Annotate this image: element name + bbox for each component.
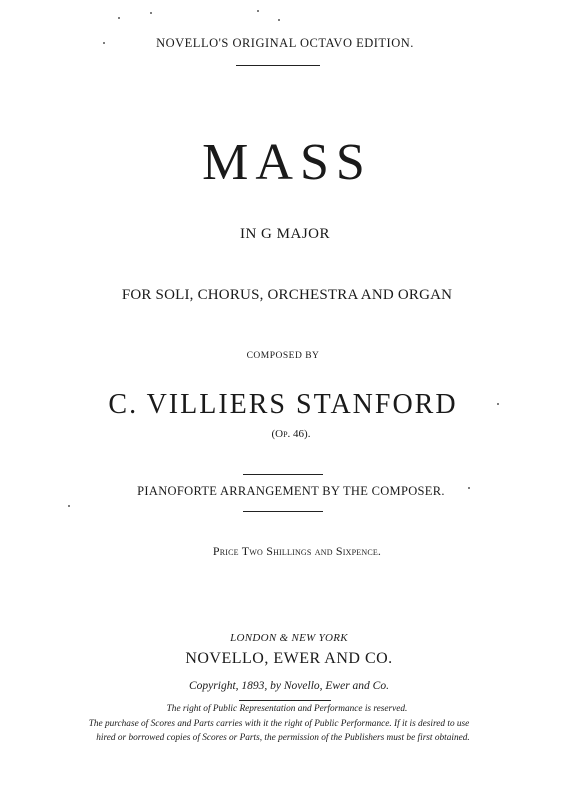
series-rule xyxy=(236,65,320,66)
copyright: Copyright, 1893, by Novello, Ewer and Co. xyxy=(189,680,389,692)
print-speck xyxy=(68,505,70,507)
composer-name: C. VILLIERS STANFORD xyxy=(108,389,458,420)
notice-line-2: The purchase of Scores and Parts carries with it the right of Public Performance. If it is desired to use xyxy=(88,719,470,729)
notice-line-1: The right of Public Representation and Performance is reserved. xyxy=(166,704,408,714)
opus-number: (Op. 46). xyxy=(271,428,311,440)
price: Price Two Shillings and Sixpence. xyxy=(212,544,382,558)
work-title: MASS xyxy=(202,134,372,191)
series-title: NOVELLO'S ORIGINAL OCTAVO EDITION. xyxy=(156,36,414,50)
print-speck xyxy=(150,12,152,14)
scoring: FOR SOLI, CHORUS, ORCHESTRA AND ORGAN xyxy=(121,287,453,303)
print-speck xyxy=(278,19,280,21)
arrangement-rule-top xyxy=(243,474,323,475)
composed-by: COMPOSED BY xyxy=(246,351,320,361)
publisher-cities: LONDON & NEW YORK xyxy=(230,632,348,644)
key-signature: IN G MAJOR xyxy=(239,226,330,242)
arrangement: PIANOFORTE ARRANGEMENT BY THE COMPOSER. xyxy=(137,484,445,498)
arrangement-rule-bottom xyxy=(243,511,323,512)
print-speck xyxy=(118,17,120,19)
print-speck xyxy=(257,10,259,12)
notice-line-3: hired or borrowed copies of Scores or Parts, the permission of the Publishers must be first obtained. xyxy=(96,733,470,743)
notice-rule xyxy=(239,700,331,701)
publisher-name: NOVELLO, EWER AND CO. xyxy=(185,650,393,667)
